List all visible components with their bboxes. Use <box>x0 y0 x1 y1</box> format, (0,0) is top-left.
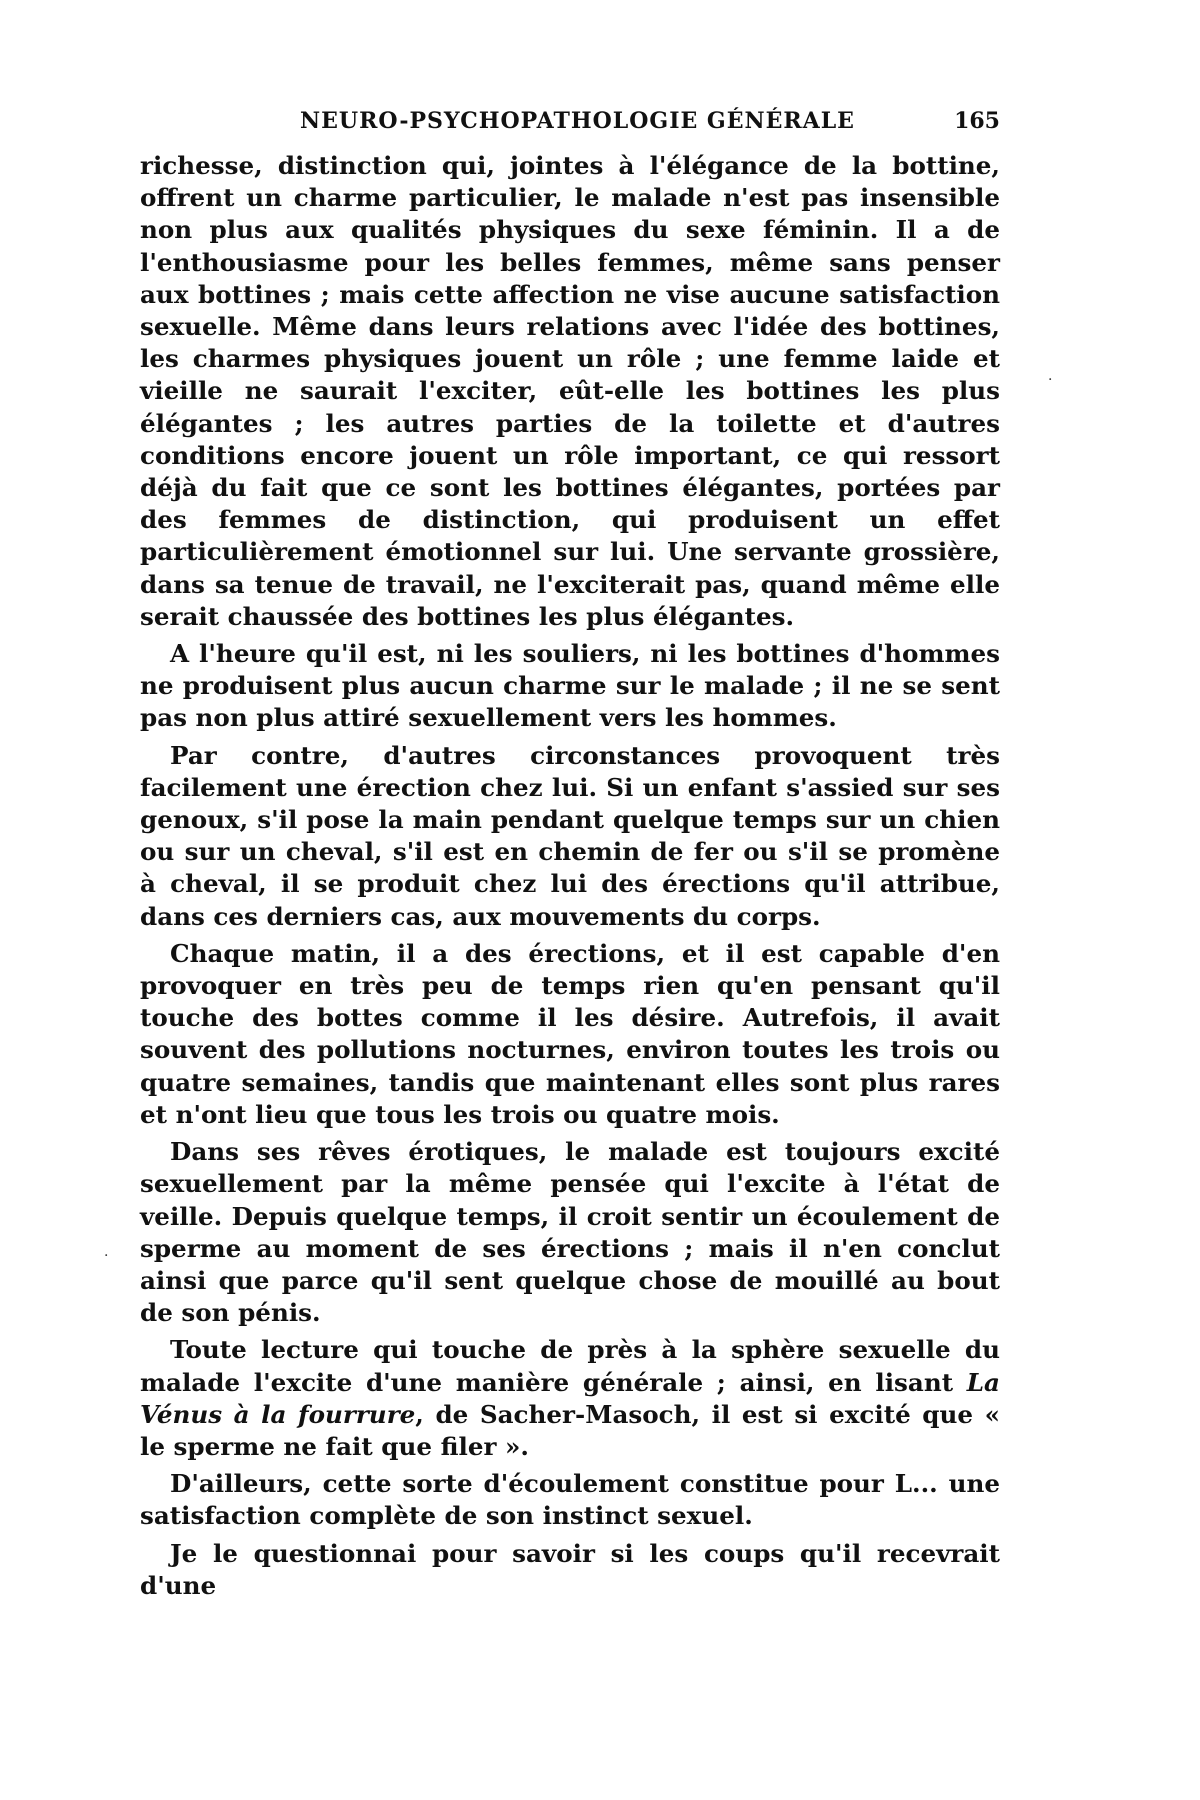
paragraph-1: richesse, distinction qui, jointes à l'élégance de la bottine, offrent un charme particulier, le malade n'est pas insensible non plus aux qualités physiques du sexe féminin. Il a de l'enthousiasme pour les belles femmes, même sans penser aux bottines ; mais cette affection ne vise aucune satisfaction sexuelle. Même dans leurs relations avec l'idée des bottines, les charmes physiques jouent un rôle ; une femme laide et vieille ne saurait l'exciter, eût-elle les bottines les plus élégantes ; les autres parties de la toilette et d'autres conditions encore jouent un rôle important, ce qui ressort déjà du fait que ce sont les bottines élégantes, portées par des femmes de distinction, qui produisent un effet particulièrement émotionnel sur lui. Une servante grossière, dans sa tenue de travail, ne l'exciterait pas, quand même elle serait chaussée des bottines les plus élégantes. <box>140 151 1000 631</box>
paragraph-6-after: , de Sacher-Masoch, il est si excité que « le sperme ne fait que filer ». <box>140 1399 1000 1461</box>
paragraph-3: Par contre, d'autres circonstances provoquent très facilement une érection chez lui. Si un enfant s'assied sur ses genoux, s'il pose la main pendant quelque temps sur un chien ou sur un cheval, s'il est en chemin de fer ou s'il se promène à cheval, il se produit chez lui des érections qu'il attribue, dans ces derniers cas, aux mouvements du corps. <box>140 740 1000 931</box>
margin-speck: · <box>104 1248 109 1264</box>
body-text <box>140 150 1000 1602</box>
margin-speck: · <box>1048 372 1053 388</box>
paragraph-5: Dans ses rêves érotiques, le malade est toujours excité sexuellement par la même pensée qui l'excite à l'état de veille. Depuis quelque temps, il croit sentir un écoulement de sperme au moment de ses érections ; mais il n'en conclut ainsi que parce qu'il sent quelque chose de mouillé au bout de son pénis. <box>140 1137 1000 1328</box>
page-number: 165 <box>954 108 1000 134</box>
paragraph-6 <box>140 1334 1000 1463</box>
book-page <box>140 100 1000 1760</box>
paragraph-2: A l'heure qu'il est, ni les souliers, ni les bottines d'hommes ne produisent plus aucun charme sur le malade ; il ne se sent pas non plus attiré sexuellement vers les hommes. <box>140 639 1000 733</box>
paragraph-4: Chaque matin, il a des érections, et il est capable d'en provoquer en très peu de temps rien qu'en pensant qu'il touche des bottes comme il les désire. Autrefois, il avait souvent des pollutions nocturnes, environ toutes les trois ou quatre semaines, tandis que maintenant elles sont plus rares et n'ont lieu que tous les trois ou quatre mois. <box>140 938 1000 1129</box>
book-title-italic: La Vénus à la fourrure <box>140 1367 1000 1429</box>
paragraph-7: D'ailleurs, cette sorte d'écoulement constitue pour L... une satisfaction complète de son instinct sexuel. <box>140 1469 1000 1531</box>
paragraph-6-before: Toute lecture qui touche de près à la sphère sexuelle du malade l'excite d'une manière générale ; ainsi, en lisant <box>140 1335 1000 1397</box>
running-head <box>140 100 1000 140</box>
running-title: NEURO-PSYCHOPATHOLOGIE GÉNÉRALE <box>300 108 855 134</box>
paragraph-8: Je le questionnai pour savoir si les coups qu'il recevrait d'une <box>140 1538 1000 1600</box>
